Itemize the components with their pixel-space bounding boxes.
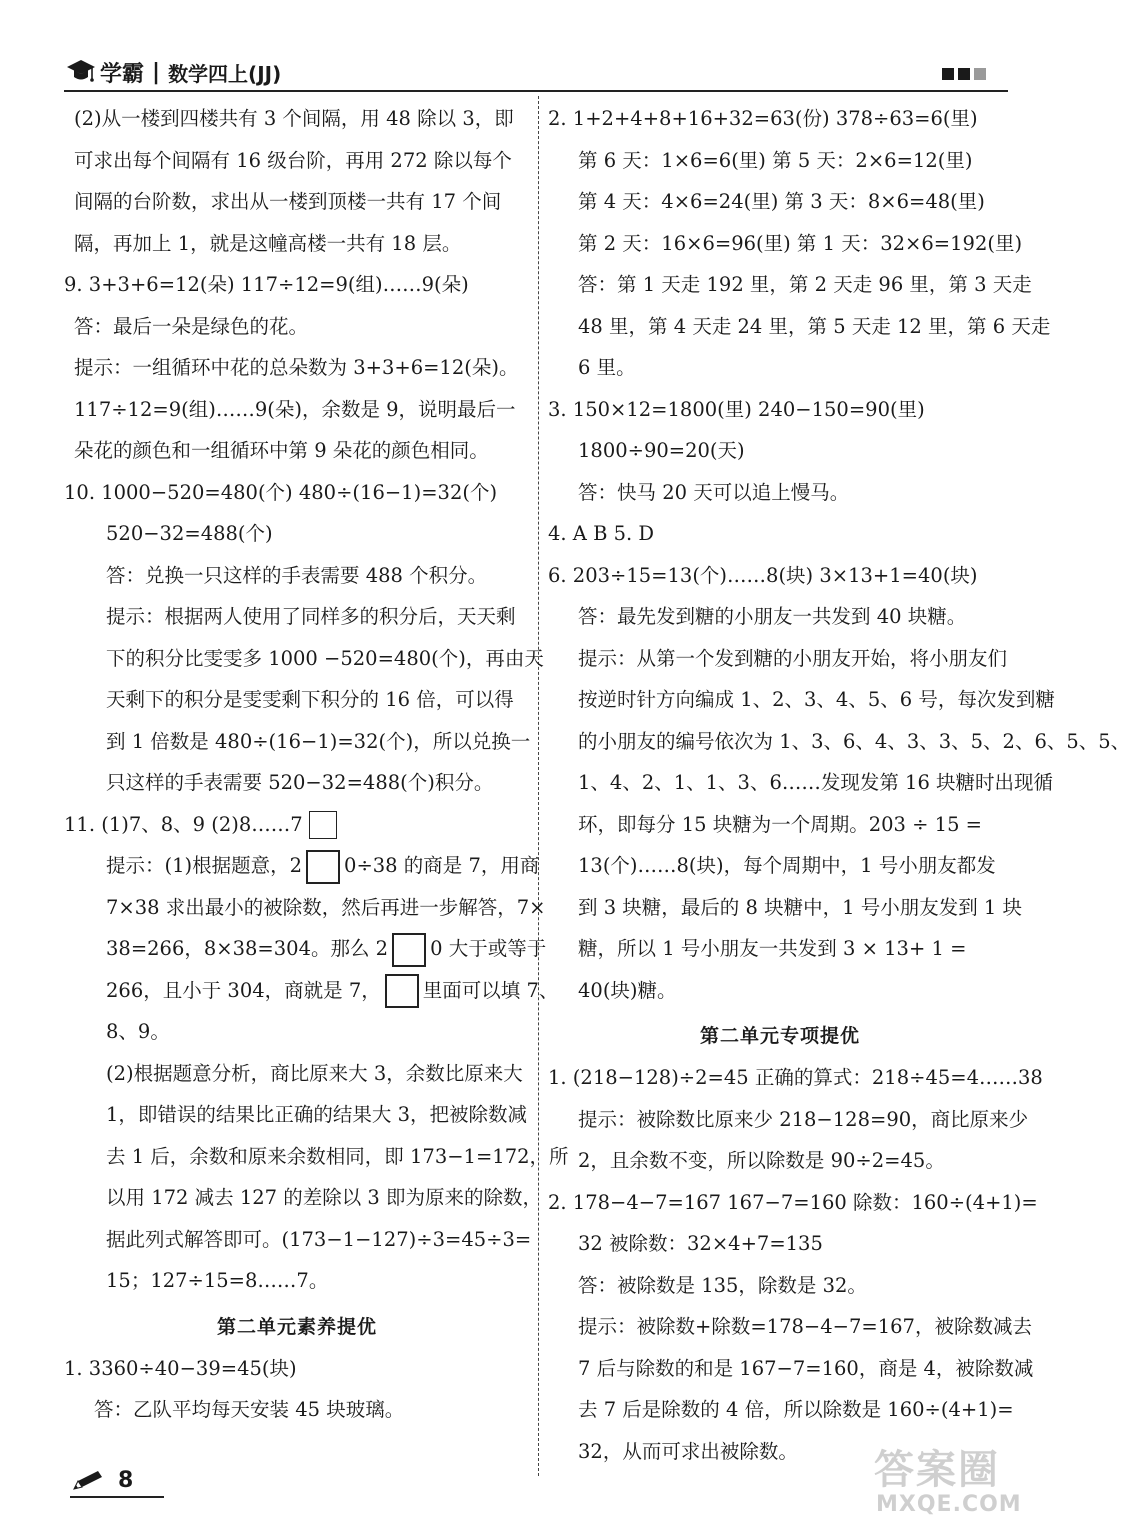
square-icon [974, 68, 986, 80]
pencil-icon [70, 1469, 110, 1493]
text-line [64, 970, 559, 1012]
watermark [866, 1432, 1022, 1524]
watermark-url: MXQE.COM [876, 1492, 1022, 1517]
blank-box-icon [306, 850, 340, 884]
text-line: 32，从而可求出被除数。 [578, 1439, 798, 1463]
text-line: 2，且余数不变，所以除数是 90÷2=45。 [578, 1149, 945, 1172]
text-line: 520−32=488(个) [106, 522, 273, 545]
text-line: 到 3 块糖，最后的 8 块糖中，1 号小朋友发到 1 块 [578, 895, 1023, 919]
blank-box-icon [309, 811, 337, 839]
text-line: 提示：根据两人使用了同样多的积分后，天天剩 [106, 605, 516, 628]
text-line: 9. 3+3+6=12(朵) 117÷12=9(组)……9(朵) [64, 273, 469, 296]
text-fragment: 0 大于或等于 [430, 937, 547, 960]
mortarboard-logo-icon [64, 55, 98, 89]
text-line: 13(个)……8(块)，每个周期中，1 号小朋友都发 [578, 854, 996, 877]
section-title: 第二单元专项提优 [699, 1025, 860, 1047]
text-line: 答：最后一朵是绿色的花。 [74, 314, 309, 338]
text-line: 2. 178−4−7=167 167−7=160 除数：160÷(4+1)= [548, 1190, 1038, 1214]
column-divider [538, 96, 539, 1476]
brand-separator: | [152, 59, 161, 85]
text-fragment: 266，且小于 304，商就是 7， [106, 978, 381, 1002]
text-line: 可求出每个间隔有 16 级台阶，再用 272 除以每个 [74, 148, 512, 172]
text-line: 10. 1000−520=480(个) 480÷(16−1)=32(个) [64, 480, 498, 504]
text-line: 1. 3360÷40−39=45(块) [64, 1356, 297, 1380]
text-line: 8、9。 [106, 1020, 170, 1043]
text-line: 下的积分比雯雯多 1000 −520=480(个)，再由天 [106, 646, 544, 670]
footer-rule [70, 1496, 164, 1498]
text-line: 7 后与除数的和是 167−7=160，商是 4，被除数减 [578, 1356, 1034, 1380]
text-line: 按逆时针方向编成 1、2、3、4、5、6 号，每次发到糖 [578, 688, 1055, 711]
text-line: 答：最先发到糖的小朋友一共发到 40 块糖。 [578, 605, 967, 628]
header-rule [64, 90, 1008, 92]
text-line: 答：第 1 天走 192 里，第 2 天走 96 里，第 3 天走 [578, 273, 1032, 296]
text-line [64, 928, 547, 970]
text-fragment: 提示：(1)根据题意，2 [106, 854, 303, 877]
text-line: 6. 203÷15=13(个)……8(块) 3×13+1=40(块) [548, 563, 978, 587]
text-line: 提示：从第一个发到糖的小朋友开始，将小朋友们 [578, 646, 1008, 670]
text-line: 答：兑换一只这样的手表需要 488 个积分。 [106, 563, 488, 587]
text-line: 提示：被除数+除数=178−4−7=167，被除数减去 [578, 1315, 1032, 1338]
text-line: 答：快马 20 天可以追上慢马。 [578, 480, 850, 504]
text-line: 隔，再加上 1，就是这幢高楼一共有 18 层。 [74, 231, 462, 255]
text-line: 第 6 天：1×6=6(里) 第 5 天：2×6=12(里) [578, 148, 973, 172]
blank-box-icon [392, 933, 426, 967]
text-line: 32 被除数：32×4+7=135 [578, 1232, 823, 1255]
text-line: 3. 150×12=1800(里) 240−150=90(里) [548, 397, 925, 421]
right-column [548, 98, 1130, 1472]
section-title: 第二单元素养提优 [216, 1315, 377, 1338]
blank-box-icon [385, 974, 419, 1008]
book-title: 数学四上(JJ) [168, 61, 282, 86]
text-fragment: 里面可以填 7、 [422, 978, 559, 1002]
text-line: 朵花的颜色和一组循环中第 9 朵花的颜色相同。 [74, 439, 489, 462]
text-line: 的小朋友的编号依次为 1、3、6、4、3、3、5、2、6、5、5、 [578, 729, 1130, 753]
text-line: 去 1 后，余数和原来余数相同，即 173−1=172，所 [106, 1144, 569, 1168]
text-line [64, 804, 530, 846]
text-line: 提示：被除数比原来少 218−128=90，商比原来少 [578, 1107, 1029, 1131]
text-line: 据此列式解答即可。(173−1−127)÷3=45÷3= [106, 1227, 532, 1251]
text-line: 以用 172 减去 127 的差除以 3 即为原来的除数， [106, 1186, 543, 1209]
text-line: 环，即每分 15 块糖为一个周期。203 ÷ 15 = [578, 812, 983, 836]
text-line: 天剩下的积分是雯雯剩下积分的 16 倍，可以得 [106, 688, 514, 711]
text-line: 1，即错误的结果比正确的结果大 3，把被除数减 [106, 1103, 528, 1126]
text-line: 40(块)糖。 [578, 978, 677, 1002]
text-line: 提示：一组循环中花的总朵数为 3+3+6=12(朵)。 [74, 356, 519, 379]
text-fragment: 0÷38 的商是 7，用商 [344, 854, 540, 877]
text-line: 2. 1+2+4+8+16+32=63(份) 378÷63=6(里) [548, 107, 978, 130]
brand-name: 学霸 [100, 61, 145, 87]
text-line: 15；127÷15=8……7。 [106, 1269, 329, 1292]
text-line: 只这样的手表需要 520−32=488(个)积分。 [106, 771, 494, 794]
text-line: 间隔的台阶数，求出从一楼到顶楼一共有 17 个间 [74, 190, 502, 213]
text-line: 第 2 天：16×6=96(里) 第 1 天：32×6=192(里) [578, 231, 1023, 255]
text-line: 1、4、2、1、1、3、6……发现发第 16 块糖时出现循 [578, 771, 1054, 794]
square-icon [942, 68, 954, 80]
text-line: 答：被除数是 135，除数是 32。 [578, 1273, 867, 1297]
text-line: 4. A B 5. D [548, 522, 655, 545]
left-column [64, 98, 569, 1431]
text-fragment: 38=266，8×38=304。那么 2 [106, 937, 389, 960]
text-line: (2)从一楼到四楼共有 3 个间隔，用 48 除以 3，即 [74, 107, 514, 130]
watermark-text: 答案圈 [874, 1447, 1000, 1493]
text-fragment: 11. (1)7、8、9 (2)8……7 [64, 812, 303, 836]
square-icon [958, 68, 970, 80]
text-line: 答：乙队平均每天安装 45 块玻璃。 [94, 1398, 405, 1421]
brand [64, 52, 281, 92]
text-line: 7×38 求出最小的被除数，然后再进一步解答，7× [106, 895, 546, 919]
text-line: 第 4 天：4×6=24(里) 第 3 天：8×6=48(里) [578, 190, 985, 213]
text-line [64, 845, 540, 887]
page-number: 8 [118, 1468, 134, 1493]
header-decoration [942, 68, 986, 80]
text-line: 去 7 后是除数的 4 倍，所以除数是 160÷(4+1)= [578, 1398, 1014, 1421]
text-line: 1. (218−128)÷2=45 正确的算式：218÷45=4……38 [548, 1066, 1043, 1089]
text-line: 1800÷90=20(天) [578, 439, 745, 462]
text-line: 到 1 倍数是 480÷(16−1)=32(个)，所以兑换一 [106, 729, 531, 753]
text-line: 117÷12=9(组)……9(朵)，余数是 9，说明最后一 [74, 397, 516, 421]
text-line: 48 里，第 4 天走 24 里，第 5 天走 12 里，第 6 天走 [578, 314, 1051, 338]
text-line: (2)根据题意分析，商比原来大 3，余数比原来大 [106, 1061, 523, 1085]
page-header [64, 52, 1008, 92]
page-footer [70, 1468, 133, 1493]
text-line: 糖，所以 1 号小朋友一共发到 3 × 13+ 1 = [578, 937, 967, 960]
text-line: 6 里。 [578, 356, 636, 379]
